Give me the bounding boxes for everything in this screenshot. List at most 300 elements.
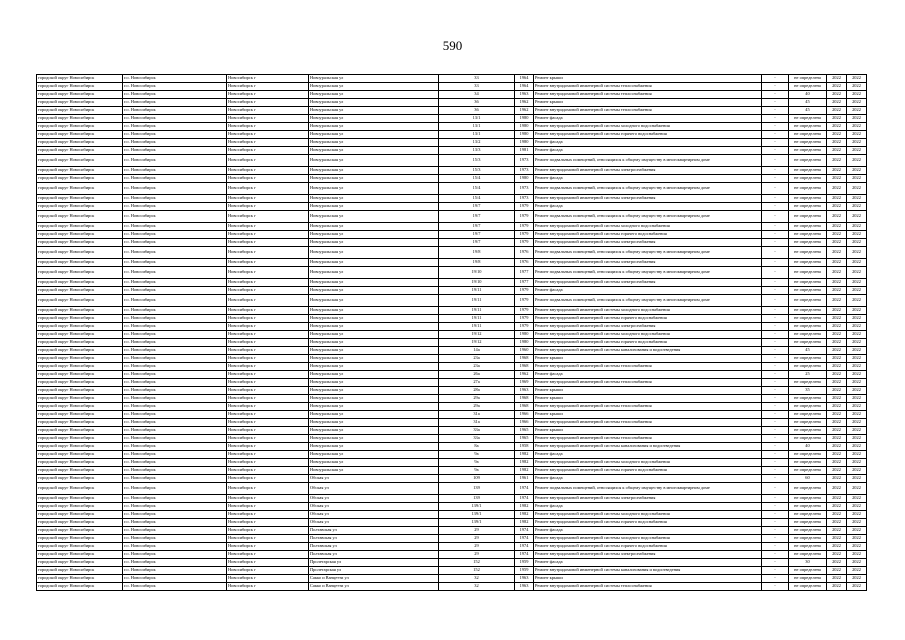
cost-cell: не определена <box>789 363 827 371</box>
work-type-cell: Ремонт внутридомовой инженерной системы горячего водоснабжения <box>534 231 762 239</box>
dash-cell: - <box>762 295 789 307</box>
build-year-cell: 1965 <box>515 427 534 435</box>
plan-year-start-cell: 2022 <box>827 331 847 339</box>
table-row <box>37 295 867 307</box>
street-cell: Обская ул <box>309 503 439 511</box>
dash-cell: - <box>762 543 789 551</box>
build-year-cell: 1968 <box>515 403 534 411</box>
plan-year-end-cell: 2022 <box>847 371 867 379</box>
dash-cell: - <box>762 267 789 279</box>
work-type-cell: Ремонт внутридомовой инженерной системы горячего водоснабжения <box>534 543 762 551</box>
plan-year-end-cell: 2022 <box>847 195 867 203</box>
street-cell: Новоуральская ул <box>309 75 439 83</box>
municipality-cell: г.о. Новосибирск <box>123 451 227 459</box>
cost-cell: не определена <box>789 183 827 195</box>
okrug-cell: городской округ Новосибирск <box>37 459 123 467</box>
municipality-cell: г.о. Новосибирск <box>123 355 227 363</box>
cost-cell: не определена <box>789 115 827 123</box>
plan-year-end-cell: 2022 <box>847 551 867 559</box>
plan-year-start-cell: 2022 <box>827 239 847 247</box>
work-type-cell: Ремонт подвальных помещений, относящихся к общему имуществу в многоквартирном доме <box>534 211 762 223</box>
build-year-cell: 1980 <box>515 175 534 183</box>
house-number-cell: 23а <box>439 363 515 371</box>
cost-cell: 60 <box>789 475 827 483</box>
cost-cell: не определена <box>789 519 827 527</box>
plan-year-start-cell: 2022 <box>827 195 847 203</box>
build-year-cell: 1982 <box>515 519 534 527</box>
street-cell: Полтавская ул <box>309 527 439 535</box>
work-type-cell: Ремонт внутридомовой инженерной системы горячего водоснабжения <box>534 339 762 347</box>
street-cell: Новоуральская ул <box>309 419 439 427</box>
okrug-cell: городской округ Новосибирск <box>37 551 123 559</box>
cost-cell: не определена <box>789 395 827 403</box>
table-row <box>37 363 867 371</box>
table-body <box>37 75 867 591</box>
street-cell: Новоуральская ул <box>309 339 439 347</box>
okrug-cell: городской округ Новосибирск <box>37 323 123 331</box>
okrug-cell: городской округ Новосибирск <box>37 559 123 567</box>
city-cell: Новосибирск г <box>227 287 309 295</box>
cost-cell: не определена <box>789 131 827 139</box>
dash-cell: - <box>762 387 789 395</box>
municipality-cell: г.о. Новосибирск <box>123 443 227 451</box>
dash-cell: - <box>762 475 789 483</box>
city-cell: Новосибирск г <box>227 131 309 139</box>
dash-cell: - <box>762 551 789 559</box>
city-cell: Новосибирск г <box>227 315 309 323</box>
work-type-cell: Ремонт внутридомовой инженерной системы теплоснабжения <box>534 403 762 411</box>
table-row <box>37 279 867 287</box>
house-number-cell: 29 <box>439 543 515 551</box>
work-type-cell: Ремонт внутридомовой инженерной системы горячего водоснабжения <box>534 131 762 139</box>
plan-year-start-cell: 2022 <box>827 315 847 323</box>
work-type-cell: Ремонт крыши <box>534 75 762 83</box>
house-number-cell: 19/12 <box>439 331 515 339</box>
plan-year-start-cell: 2022 <box>827 259 847 267</box>
table-row <box>37 107 867 115</box>
cost-cell: не определена <box>789 575 827 583</box>
municipality-cell: г.о. Новосибирск <box>123 315 227 323</box>
table-row <box>37 347 867 355</box>
house-number-cell: 33а <box>439 435 515 443</box>
municipality-cell: г.о. Новосибирск <box>123 483 227 495</box>
cost-cell: не определена <box>789 495 827 503</box>
municipality-cell: г.о. Новосибирск <box>123 575 227 583</box>
build-year-cell: 1963 <box>515 91 534 99</box>
street-cell: Сакко и Ванцетти ул <box>309 575 439 583</box>
municipality-cell: г.о. Новосибирск <box>123 567 227 575</box>
work-type-cell: Ремонт внутридомовой инженерной системы теплоснабжения <box>534 583 762 591</box>
city-cell: Новосибирск г <box>227 123 309 131</box>
okrug-cell: городской округ Новосибирск <box>37 435 123 443</box>
okrug-cell: городской округ Новосибирск <box>37 503 123 511</box>
build-year-cell: 1973 <box>515 183 534 195</box>
work-type-cell: Ремонт внутридомовой инженерной системы канализования и водоотведения <box>534 567 762 575</box>
okrug-cell: городской округ Новосибирск <box>37 139 123 147</box>
okrug-cell: городской округ Новосибирск <box>37 427 123 435</box>
build-year-cell: 1974 <box>515 535 534 543</box>
table-row <box>37 583 867 591</box>
plan-year-start-cell: 2022 <box>827 459 847 467</box>
plan-year-start-cell: 2022 <box>827 363 847 371</box>
table-row <box>37 247 867 259</box>
cost-cell: не определена <box>789 203 827 211</box>
okrug-cell: городской округ Новосибирск <box>37 91 123 99</box>
plan-year-end-cell: 2022 <box>847 83 867 91</box>
plan-year-start-cell: 2022 <box>827 583 847 591</box>
plan-year-end-cell: 2022 <box>847 519 867 527</box>
city-cell: Новосибирск г <box>227 155 309 167</box>
plan-year-start-cell: 2022 <box>827 495 847 503</box>
dash-cell: - <box>762 459 789 467</box>
work-type-cell: Ремонт фасада <box>534 115 762 123</box>
plan-year-end-cell: 2022 <box>847 331 867 339</box>
build-year-cell: 1958 <box>515 443 534 451</box>
build-year-cell: 1979 <box>515 203 534 211</box>
house-number-cell: 19/12 <box>439 339 515 347</box>
table-row <box>37 355 867 363</box>
plan-year-end-cell: 2022 <box>847 139 867 147</box>
table-row <box>37 99 867 107</box>
municipality-cell: г.о. Новосибирск <box>123 223 227 231</box>
municipality-cell: г.о. Новосибирск <box>123 183 227 195</box>
okrug-cell: городской округ Новосибирск <box>37 183 123 195</box>
table-row <box>37 395 867 403</box>
plan-year-end-cell: 2022 <box>847 543 867 551</box>
house-number-cell: 152 <box>439 567 515 575</box>
street-cell: Новоуральская ул <box>309 203 439 211</box>
street-cell: Полтавская ул <box>309 551 439 559</box>
municipality-cell: г.о. Новосибирск <box>123 123 227 131</box>
plan-year-end-cell: 2022 <box>847 527 867 535</box>
build-year-cell: 1980 <box>515 115 534 123</box>
plan-year-end-cell: 2022 <box>847 167 867 175</box>
dash-cell: - <box>762 183 789 195</box>
house-number-cell: 13/2 <box>439 139 515 147</box>
table-row <box>37 139 867 147</box>
city-cell: Новосибирск г <box>227 167 309 175</box>
build-year-cell: 1961 <box>515 475 534 483</box>
municipality-cell: г.о. Новосибирск <box>123 307 227 315</box>
municipality-cell: г.о. Новосибирск <box>123 195 227 203</box>
table-row <box>37 83 867 91</box>
cost-cell: не определена <box>789 419 827 427</box>
plan-year-start-cell: 2022 <box>827 91 847 99</box>
dash-cell: - <box>762 91 789 99</box>
city-cell: Новосибирск г <box>227 347 309 355</box>
table-row <box>37 155 867 167</box>
house-number-cell: 15/4 <box>439 183 515 195</box>
house-number-cell: 19/8 <box>439 259 515 267</box>
street-cell: Новоуральская ул <box>309 139 439 147</box>
build-year-cell: 1966 <box>515 411 534 419</box>
plan-year-start-cell: 2022 <box>827 75 847 83</box>
plan-year-start-cell: 2022 <box>827 83 847 91</box>
work-type-cell: Ремонт фасада <box>534 451 762 459</box>
house-number-cell: 33 <box>439 83 515 91</box>
dash-cell: - <box>762 123 789 131</box>
municipality-cell: г.о. Новосибирск <box>123 203 227 211</box>
municipality-cell: г.о. Новосибирск <box>123 403 227 411</box>
plan-year-end-cell: 2022 <box>847 403 867 411</box>
city-cell: Новосибирск г <box>227 527 309 535</box>
okrug-cell: городской округ Новосибирск <box>37 575 123 583</box>
table-row <box>37 175 867 183</box>
street-cell: Новоуральская ул <box>309 131 439 139</box>
municipality-cell: г.о. Новосибирск <box>123 247 227 259</box>
plan-year-start-cell: 2022 <box>827 107 847 115</box>
work-type-cell: Ремонт внутридомовой инженерной системы холодного водоснабжения <box>534 123 762 131</box>
street-cell: Новоуральская ул <box>309 387 439 395</box>
table-row <box>37 519 867 527</box>
city-cell: Новосибирск г <box>227 419 309 427</box>
plan-year-start-cell: 2022 <box>827 403 847 411</box>
cost-cell: не определена <box>789 535 827 543</box>
city-cell: Новосибирск г <box>227 83 309 91</box>
house-number-cell: 32 <box>439 583 515 591</box>
work-type-cell: Ремонт внутридомовой инженерной системы теплоснабжения <box>534 91 762 99</box>
plan-year-start-cell: 2022 <box>827 371 847 379</box>
cost-cell: не определена <box>789 175 827 183</box>
okrug-cell: городской округ Новосибирск <box>37 511 123 519</box>
plan-year-start-cell: 2022 <box>827 247 847 259</box>
build-year-cell: 1964 <box>515 83 534 91</box>
dash-cell: - <box>762 559 789 567</box>
plan-year-start-cell: 2022 <box>827 387 847 395</box>
plan-year-end-cell: 2022 <box>847 583 867 591</box>
plan-year-start-cell: 2022 <box>827 267 847 279</box>
okrug-cell: городской округ Новосибирск <box>37 211 123 223</box>
plan-year-end-cell: 2022 <box>847 443 867 451</box>
plan-year-start-cell: 2022 <box>827 451 847 459</box>
work-type-cell: Ремонт внутридомовой инженерной системы канализования и водоотведения <box>534 443 762 451</box>
table-row <box>37 315 867 323</box>
cost-cell: 45 <box>789 99 827 107</box>
municipality-cell: г.о. Новосибирск <box>123 99 227 107</box>
dash-cell: - <box>762 147 789 155</box>
okrug-cell: городской округ Новосибирск <box>37 467 123 475</box>
okrug-cell: городской округ Новосибирск <box>37 231 123 239</box>
plan-year-end-cell: 2022 <box>847 175 867 183</box>
street-cell: Обская ул <box>309 519 439 527</box>
work-type-cell: Ремонт внутридомовой инженерной системы теплоснабжения <box>534 107 762 115</box>
work-type-cell: Ремонт внутридомовой инженерной системы теплоснабжения <box>534 83 762 91</box>
okrug-cell: городской округ Новосибирск <box>37 483 123 495</box>
house-number-cell: 31а <box>439 419 515 427</box>
cost-cell: не определена <box>789 247 827 259</box>
street-cell: Новоуральская ул <box>309 147 439 155</box>
plan-year-start-cell: 2022 <box>827 175 847 183</box>
street-cell: Новоуральская ул <box>309 427 439 435</box>
dash-cell: - <box>762 239 789 247</box>
work-type-cell: Ремонт подвальных помещений, относящихся к общему имуществу в многоквартирном доме <box>534 483 762 495</box>
cost-cell: не определена <box>789 583 827 591</box>
plan-year-end-cell: 2022 <box>847 91 867 99</box>
cost-cell: не определена <box>789 427 827 435</box>
okrug-cell: городской округ Новосибирск <box>37 347 123 355</box>
street-cell: Новоуральская ул <box>309 411 439 419</box>
dash-cell: - <box>762 443 789 451</box>
plan-year-end-cell: 2022 <box>847 559 867 567</box>
cost-cell: 35 <box>789 387 827 395</box>
house-number-cell: 19/11 <box>439 307 515 315</box>
plan-year-start-cell: 2022 <box>827 503 847 511</box>
work-type-cell: Ремонт внутридомовой инженерной системы электроснабжения <box>534 279 762 287</box>
cost-cell: не определена <box>789 139 827 147</box>
city-cell: Новосибирск г <box>227 475 309 483</box>
city-cell: Новосибирск г <box>227 231 309 239</box>
city-cell: Новосибирск г <box>227 223 309 231</box>
dash-cell: - <box>762 483 789 495</box>
cost-cell: не определена <box>789 83 827 91</box>
city-cell: Новосибирск г <box>227 567 309 575</box>
dash-cell: - <box>762 435 789 443</box>
street-cell: Новоуральская ул <box>309 347 439 355</box>
work-type-cell: Ремонт внутридомовой инженерной системы электроснабжения <box>534 259 762 267</box>
city-cell: Новосибирск г <box>227 203 309 211</box>
street-cell: Полтавская ул <box>309 543 439 551</box>
street-cell: Новоуральская ул <box>309 371 439 379</box>
plan-year-end-cell: 2022 <box>847 459 867 467</box>
work-type-cell: Ремонт крыши <box>534 427 762 435</box>
build-year-cell: 1979 <box>515 307 534 315</box>
house-number-cell: 19/7 <box>439 211 515 223</box>
work-type-cell: Ремонт крыши <box>534 575 762 583</box>
build-year-cell: 1980 <box>515 123 534 131</box>
plan-year-end-cell: 2022 <box>847 295 867 307</box>
municipality-cell: г.о. Новосибирск <box>123 527 227 535</box>
build-year-cell: 1979 <box>515 295 534 307</box>
okrug-cell: городской округ Новосибирск <box>37 363 123 371</box>
plan-year-start-cell: 2022 <box>827 183 847 195</box>
plan-year-end-cell: 2022 <box>847 203 867 211</box>
cost-cell: не определена <box>789 75 827 83</box>
okrug-cell: городской округ Новосибирск <box>37 331 123 339</box>
dash-cell: - <box>762 411 789 419</box>
city-cell: Новосибирск г <box>227 519 309 527</box>
plan-year-start-cell: 2022 <box>827 131 847 139</box>
table-row <box>37 323 867 331</box>
okrug-cell: городской округ Новосибирск <box>37 123 123 131</box>
plan-year-start-cell: 2022 <box>827 203 847 211</box>
cost-cell: 25 <box>789 371 827 379</box>
house-number-cell: 28а <box>439 387 515 395</box>
okrug-cell: городской округ Новосибирск <box>37 107 123 115</box>
build-year-cell: 1979 <box>515 231 534 239</box>
plan-year-end-cell: 2022 <box>847 239 867 247</box>
table-row <box>37 467 867 475</box>
plan-year-end-cell: 2022 <box>847 211 867 223</box>
street-cell: Новоуральская ул <box>309 247 439 259</box>
cost-cell: не определена <box>789 403 827 411</box>
municipality-cell: г.о. Новосибирск <box>123 259 227 267</box>
plan-year-start-cell: 2022 <box>827 279 847 287</box>
okrug-cell: городской округ Новосибирск <box>37 527 123 535</box>
table-row <box>37 511 867 519</box>
dash-cell: - <box>762 575 789 583</box>
cost-cell: не определена <box>789 295 827 307</box>
house-number-cell: 139 <box>439 495 515 503</box>
municipality-cell: г.о. Новосибирск <box>123 295 227 307</box>
city-cell: Новосибирск г <box>227 331 309 339</box>
house-number-cell: 15/3 <box>439 167 515 175</box>
city-cell: Новосибирск г <box>227 247 309 259</box>
plan-year-start-cell: 2022 <box>827 295 847 307</box>
plan-year-end-cell: 2022 <box>847 123 867 131</box>
table-row <box>37 527 867 535</box>
plan-year-start-cell: 2022 <box>827 379 847 387</box>
city-cell: Новосибирск г <box>227 451 309 459</box>
city-cell: Новосибирск г <box>227 295 309 307</box>
dash-cell: - <box>762 223 789 231</box>
city-cell: Новосибирск г <box>227 355 309 363</box>
table-row <box>37 575 867 583</box>
plan-year-start-cell: 2022 <box>827 355 847 363</box>
municipality-cell: г.о. Новосибирск <box>123 75 227 83</box>
work-type-cell: Ремонт фасада <box>534 175 762 183</box>
cost-cell: 45 <box>789 347 827 355</box>
dash-cell: - <box>762 331 789 339</box>
okrug-cell: городской округ Новосибирск <box>37 443 123 451</box>
city-cell: Новосибирск г <box>227 175 309 183</box>
build-year-cell: 1960 <box>515 347 534 355</box>
city-cell: Новосибирск г <box>227 339 309 347</box>
plan-year-end-cell: 2022 <box>847 339 867 347</box>
cost-cell: не определена <box>789 195 827 203</box>
okrug-cell: городской округ Новосибирск <box>37 567 123 575</box>
street-cell: Новоуральская ул <box>309 451 439 459</box>
street-cell: Новоуральская ул <box>309 155 439 167</box>
cost-cell: не определена <box>789 211 827 223</box>
dash-cell: - <box>762 527 789 535</box>
house-number-cell: 36 <box>439 107 515 115</box>
work-type-cell: Ремонт внутридомовой инженерной системы холодного водоснабжения <box>534 459 762 467</box>
okrug-cell: городской округ Новосибирск <box>37 543 123 551</box>
house-number-cell: 19/7 <box>439 203 515 211</box>
city-cell: Новосибирск г <box>227 583 309 591</box>
house-number-cell: 23а <box>439 355 515 363</box>
city-cell: Новосибирск г <box>227 363 309 371</box>
dash-cell: - <box>762 231 789 239</box>
municipality-cell: г.о. Новосибирск <box>123 427 227 435</box>
plan-year-start-cell: 2022 <box>827 575 847 583</box>
plan-year-end-cell: 2022 <box>847 503 867 511</box>
street-cell: Новоуральская ул <box>309 331 439 339</box>
work-type-cell: Ремонт внутридомовой инженерной системы горячего водоснабжения <box>534 315 762 323</box>
table-row <box>37 543 867 551</box>
municipality-cell: г.о. Новосибирск <box>123 279 227 287</box>
municipality-cell: г.о. Новосибирск <box>123 559 227 567</box>
house-number-cell: 14а <box>439 347 515 355</box>
cost-cell: не определена <box>789 239 827 247</box>
municipality-cell: г.о. Новосибирск <box>123 339 227 347</box>
work-type-cell: Ремонт внутридомовой инженерной системы электроснабжения <box>534 239 762 247</box>
build-year-cell: 1973 <box>515 155 534 167</box>
street-cell: Новоуральская ул <box>309 107 439 115</box>
plan-year-end-cell: 2022 <box>847 495 867 503</box>
work-type-cell: Ремонт внутридомовой инженерной системы горячего водоснабжения <box>534 467 762 475</box>
dash-cell: - <box>762 211 789 223</box>
city-cell: Новосибирск г <box>227 211 309 223</box>
dash-cell: - <box>762 323 789 331</box>
dash-cell: - <box>762 467 789 475</box>
house-number-cell: 19/8 <box>439 247 515 259</box>
street-cell: Обская ул <box>309 511 439 519</box>
cost-cell: не определена <box>789 503 827 511</box>
street-cell: Обская ул <box>309 475 439 483</box>
cost-cell: 40 <box>789 91 827 99</box>
plan-year-end-cell: 2022 <box>847 395 867 403</box>
